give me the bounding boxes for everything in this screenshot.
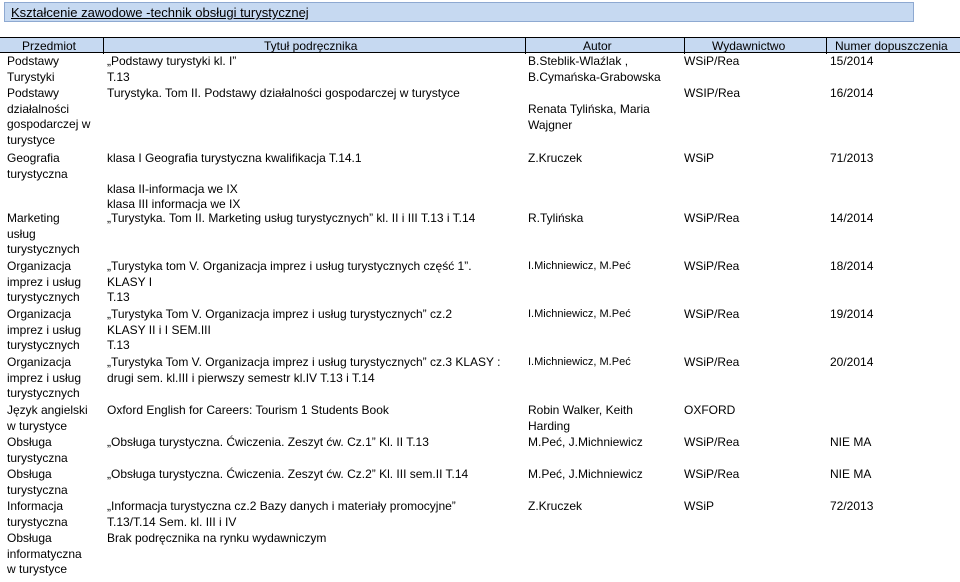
subject-cell: turystyczna [7,482,68,497]
number-cell: NIE MA [830,467,872,481]
publisher-cell: WSiP/Rea [684,307,740,321]
author-cell: Robin Walker, Keith [528,403,633,417]
number-cell: 71/2013 [830,151,874,165]
subject-cell: turystycznych [7,290,80,304]
subject-cell: turystyczna [7,450,68,465]
author-cell: R.Tylińska [528,211,584,225]
number-cell: 72/2013 [830,499,874,513]
subject-cell: Obsługa [7,467,52,481]
header-przedmiot: Przedmiot [22,39,77,53]
title-cell: KLASY I [107,275,153,289]
title-cell: „Turystyka Tom V. Organizacja imprez i usług turystycznych” cz.2 [107,307,452,321]
number-cell: 14/2014 [830,211,874,225]
divider [525,37,526,54]
subject-cell: Organizacja [7,259,72,273]
publisher-cell: OXFORD [684,403,736,417]
number-cell: 18/2014 [830,259,874,273]
title-cell: T.13 [107,290,130,304]
title-cell: Turystyka. Tom II. Podstawy działalności gospodarczej w turystyce [107,86,460,100]
subject-cell: imprez i usług [7,274,82,289]
header-numer: Numer dopuszczenia [835,39,948,53]
number-cell: NIE MA [830,435,872,449]
author-cell: Harding [528,419,571,433]
publisher-cell: WSiP [684,151,714,165]
publisher-cell: WSiP/Rea [684,435,740,449]
subject-cell: w turystyce [7,418,68,433]
subject-cell: turystyczna [7,166,68,181]
title-cell: „Informacja turystyczna cz.2 Bazy danych i materiały promocyjne” [107,499,456,513]
number-cell: 15/2014 [830,54,874,68]
subject-cell: gospodarczej w [7,117,91,131]
number-cell: 16/2014 [830,86,874,100]
author-cell: I.Michniewicz, M.Peć [528,308,631,320]
number-cell: 19/2014 [830,307,874,321]
author-cell: B.Cymańska-Grabowska [528,70,661,84]
publisher-cell: WSiP/Rea [684,259,740,273]
author-cell: I.Michniewicz, M.Peć [528,260,631,272]
publisher-cell: WSiP [684,499,714,513]
subject-cell: usług [7,226,36,241]
subject-cell: turystycznych [7,338,80,352]
subject-cell: turystyce [7,132,56,147]
title-cell: „Turystyka. Tom II. Marketing usług turystycznych” kl. II i III T.13 i T.14 [107,211,476,225]
subject-cell: turystycznych [7,242,80,256]
subject-cell: Turystyki [7,69,55,84]
table-header [0,37,960,53]
title-cell: klasa I Geografia turystyczna kwalifikacja T.14.1 [107,151,362,165]
title-cell: Brak podręcznika na rynku wydawniczym [107,531,327,545]
title-cell: klasa III informacja we IX [107,197,241,211]
title-cell: „Obsługa turystyczna. Ćwiczenia. Zeszyt ćw. Cz.1” Kl. II T.13 [107,435,429,449]
divider [826,37,827,54]
subject-cell: Podstawy [7,54,60,68]
publisher-cell: WSiP/Rea [684,54,740,68]
title-cell: Oxford English for Careers: Tourism 1 Students Book [107,403,389,417]
subject-cell: turystyczna [7,514,68,529]
author-cell: Z.Kruczek [528,151,583,165]
page-title: Kształcenie zawodowe -technik obsługi turystycznej [11,5,309,20]
subject-cell: imprez i usług [7,322,82,337]
title-cell: drugi sem. kl.III i pierwszy semestr kl.IV T.13 i T.14 [107,371,375,385]
header-autor: Autor [583,39,612,53]
publisher-cell: WSIP/Rea [684,86,741,100]
author-cell: M.Peć, J.Michniewicz [528,435,643,449]
author-cell: Wajgner [528,118,573,132]
subject-cell: informatyczna [7,546,82,561]
subject-cell: działalności [7,101,70,116]
subject-cell: imprez i usług [7,370,82,385]
subject-cell: Organizacja [7,355,72,369]
subject-cell: Język angielski [7,403,88,417]
title-cell: T.13 [107,70,130,84]
subject-cell: Marketing [7,211,60,225]
publisher-cell: WSiP/Rea [684,211,740,225]
divider [103,37,104,54]
title-cell: KLASY II i I SEM.III [107,323,211,337]
author-cell: B.Steblik-Wlaźlak , [528,54,629,68]
title-cell: klasa II-informacja we IX [107,182,238,196]
title-cell: T.13 [107,338,130,352]
title-bar [4,2,914,22]
divider [684,37,685,54]
subject-cell: Informacja [7,499,64,513]
author-cell: Renata Tylińska, Maria [528,102,650,116]
subject-cell: Obsługa [7,531,52,545]
subject-cell: w turystyce [7,562,68,576]
author-cell: Z.Kruczek [528,499,583,513]
number-cell: 20/2014 [830,355,874,369]
header-wydawnictwo: Wydawnictwo [712,39,786,53]
title-cell: „Podstawy turystyki kl. I” [107,54,237,68]
subject-cell: Obsługa [7,435,52,449]
subject-cell: turystycznych [7,386,80,400]
author-cell: M.Peć, J.Michniewicz [528,467,643,481]
title-cell: „Turystyka Tom V. Organizacja imprez i usług turystycznych” cz.3 KLASY : [107,355,501,369]
subject-cell: Organizacja [7,307,72,321]
author-cell: I.Michniewicz, M.Peć [528,356,631,368]
header-tytul: Tytuł podręcznika [264,39,358,53]
publisher-cell: WSiP/Rea [684,467,740,481]
subject-cell: Geografia [7,151,60,165]
title-cell: T.13/T.14 Sem. kl. III i IV [107,515,237,529]
publisher-cell: WSiP/Rea [684,355,740,369]
title-cell: „Turystyka tom V. Organizacja imprez i usług turystycznych część 1”. [107,259,472,273]
subject-cell: Podstawy [7,86,60,100]
title-cell: „Obsługa turystyczna. Ćwiczenia. Zeszyt ćw. Cz.2” Kl. III sem.II T.14 [107,467,469,481]
